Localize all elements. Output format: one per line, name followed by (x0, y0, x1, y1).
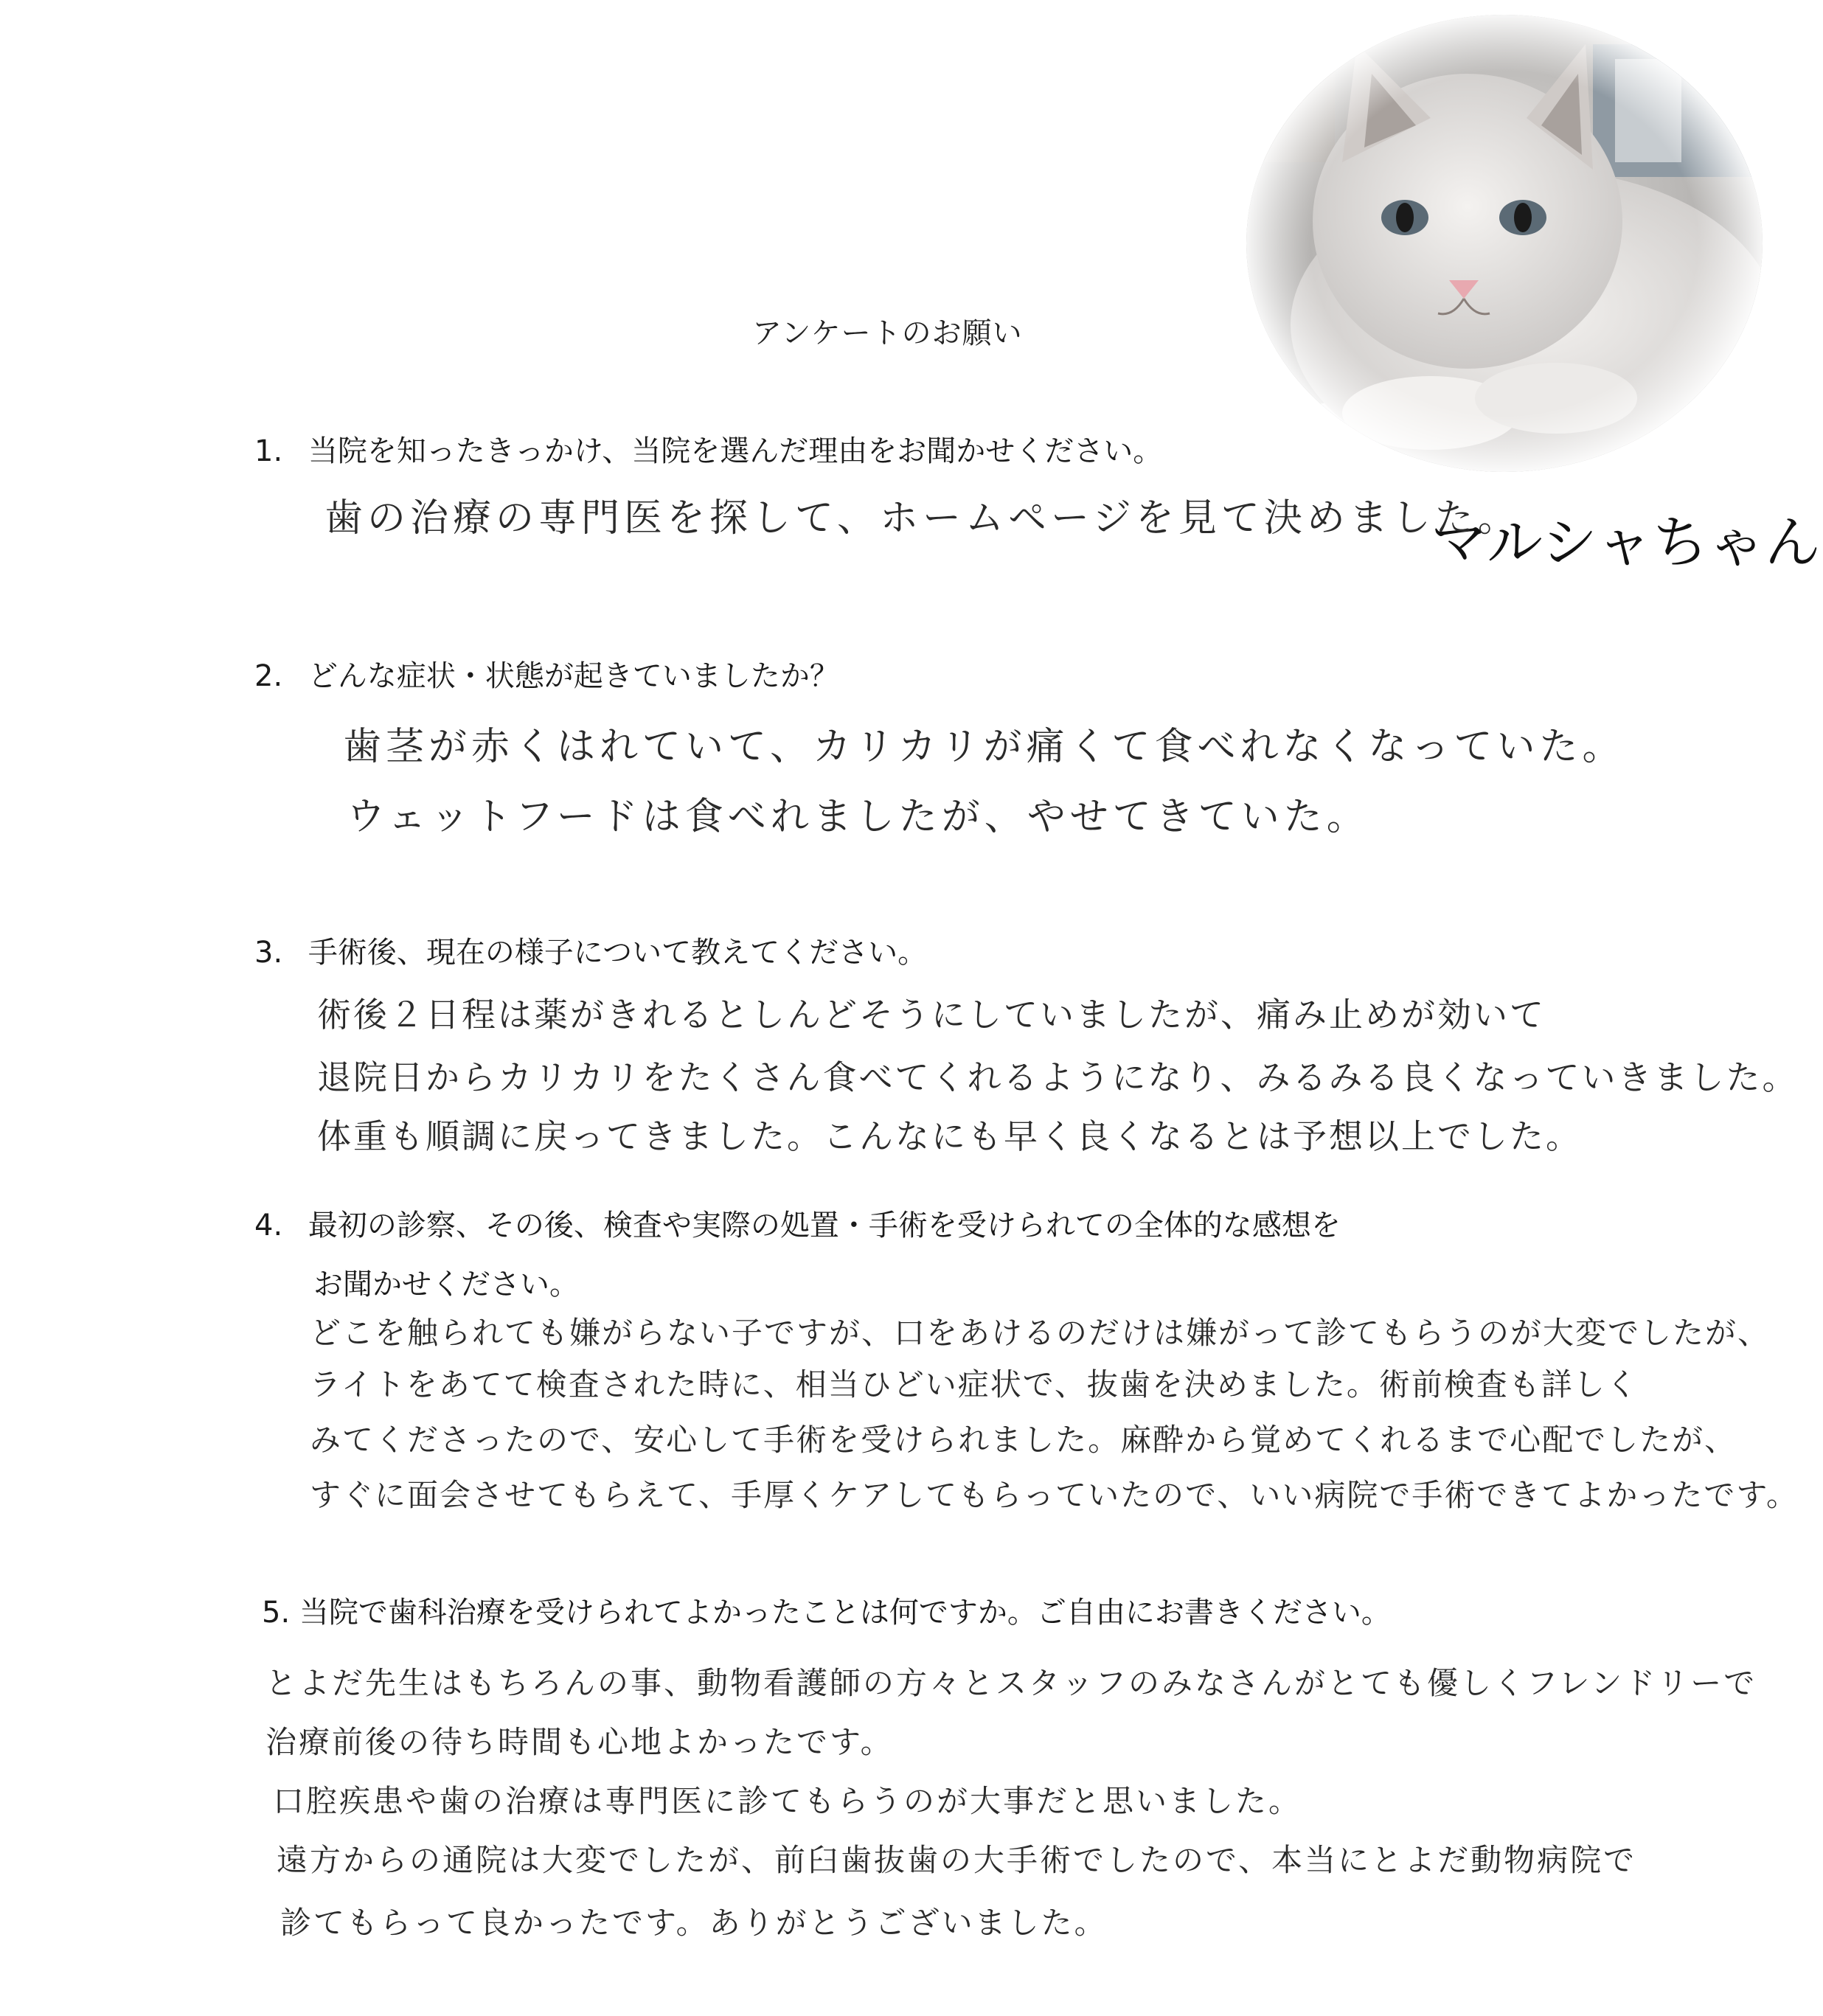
question-1 (254, 428, 1162, 470)
page-title: アンケートのお願い (752, 316, 1023, 350)
answer-line: 歯茎が赤くはれていて、カリカリが痛くて食べれなくなっていた。 (343, 725, 1625, 769)
question-3 (254, 929, 927, 971)
question-text: 最初の診察、その後、検査や実際の処置・手術を受けられての全体的な感想を (308, 1209, 1341, 1242)
answer-line: 口腔疾患や歯の治療は専門医に診てもらうのが大事だと思いました。 (273, 1783, 1302, 1819)
question-number: 4. (254, 1209, 283, 1242)
answer-line: 治療前後の待ち時間も心地よかったです。 (265, 1724, 894, 1760)
answer-line: 診てもらって良かったです。ありがとうございました。 (280, 1905, 1108, 1941)
question-number: 3. (254, 936, 283, 970)
question-number: 1. (254, 434, 283, 468)
question-4 (254, 1202, 1341, 1244)
answer-line: ライトをあてて検査された時に、相当ひどい症状で、抜歯を決めました。術前検査も詳しく (310, 1366, 1639, 1402)
cat-name-caption: マルシャちゃん (1431, 510, 1821, 575)
answer-line: 歯の治療の専門医を探して、ホームページを見て決めました。 (324, 496, 1521, 541)
question-2 (254, 653, 839, 695)
question-text: どんな症状・状態が起きていましたか？ (308, 659, 839, 693)
answer-line: ウェットフードは食べれましたが、やせてきていた。 (347, 795, 1369, 839)
answer-line: 退院日からカリカリをたくさん食べてくれるようになり、みるみる良くなっていきました。 (317, 1057, 1799, 1097)
cat-photo (1246, 15, 1763, 472)
question-text: 当院で歯科治療を受けられてよかったことは何ですか。ご自由にお書きください。 (299, 1596, 1391, 1630)
question-4-line2: お聞かせください。 (313, 1268, 579, 1301)
answer-line: どこを触られても嫌がらない子ですが、口をあけるのだけは嫌がって診てもらうのが大変でしたが、 (310, 1315, 1771, 1351)
answer-line: 体重も順調に戻ってきました。こんなにも早く良くなるとは予想以上でした。 (317, 1116, 1582, 1156)
question-number: 2. (254, 659, 283, 693)
answer-line: みてくださったので、安心して手術を受けられました。麻酔から覚めてくれるまで心配でしたが、 (310, 1422, 1737, 1458)
answer-line: 術後２日程は薬がきれるとしんどそうにしていましたが、痛み止めが効いて (317, 995, 1546, 1035)
question-text: 手術後、現在の様子について教えてください。 (308, 936, 928, 970)
question-5 (262, 1589, 1391, 1631)
question-text: 当院を知ったきっかけ、当院を選んだ理由をお聞かせください。 (308, 434, 1163, 468)
answer-line: とよだ先生はもちろんの事、動物看護師の方々とスタッフのみなさんがとても優しくフレンドリーで (265, 1665, 1757, 1701)
answer-line: 遠方からの通院は大変でしたが、前臼歯抜歯の大手術でしたので、本当にとよだ動物病院で (277, 1842, 1637, 1878)
answer-line: すぐに面会させてもらえて、手厚くケアしてもらっていたので、いい病院で手術できてよかったです。 (310, 1477, 1799, 1513)
question-number: 5. (262, 1596, 291, 1630)
